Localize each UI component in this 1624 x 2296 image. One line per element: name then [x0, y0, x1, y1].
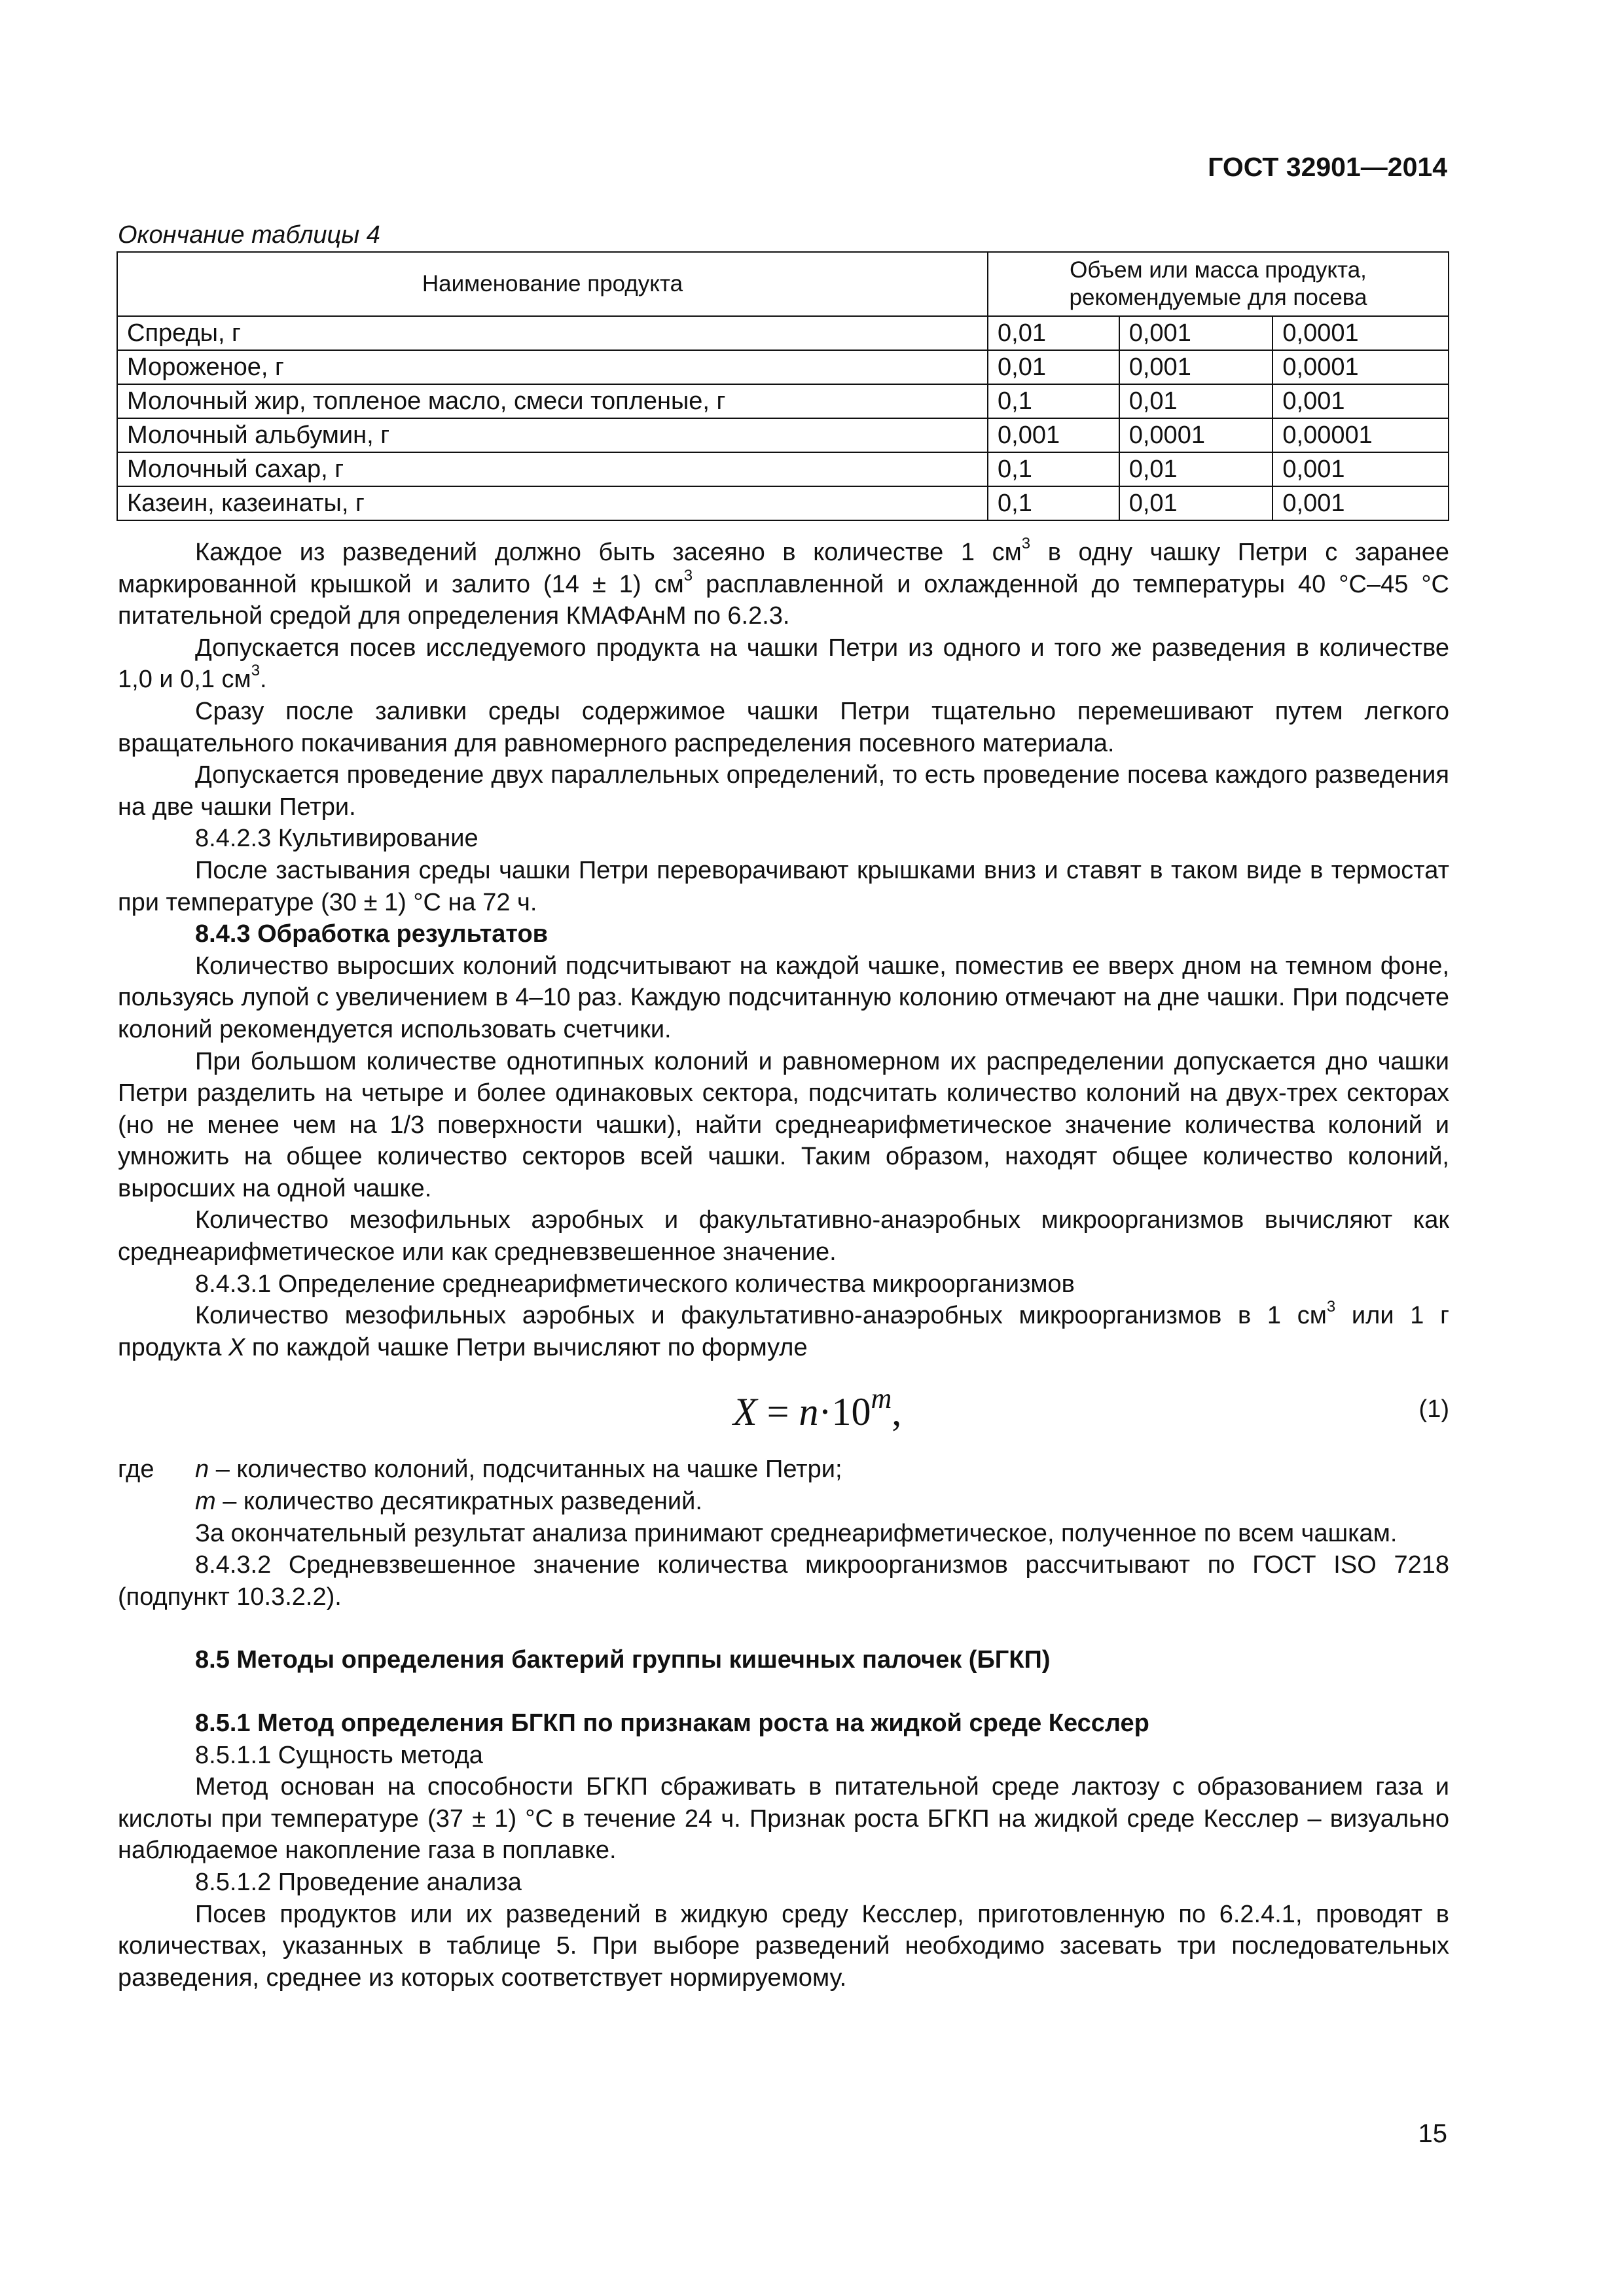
volume-cell: 0,001	[988, 418, 1119, 452]
body-text	[118, 537, 1449, 1994]
paragraph: За окончательный результат анализа принимают среднеарифметическое, полученное по всем чашкам.	[195, 1519, 1398, 1547]
paragraph: Количество выросших колоний подсчитывают на каждой чашке, поместив ее вверх дном на темном фоне, пользуясь лупой с увеличением в 4–10 раз. Каждую подсчитанную колонию отмечают на дне чашки. При подсчете колоний рекомендуется использовать счетчики.	[118, 952, 1449, 1043]
volume-cell: 0,001	[1119, 316, 1273, 350]
formula-number: (1)	[1418, 1395, 1449, 1424]
product-name-cell: Казеин, казеинаты, г	[117, 486, 988, 520]
page-number: 15	[1418, 2119, 1447, 2148]
section-heading-8-5-1: 8.5.1 Метод определения БГКП по признакам роста на жидкой среде Кесслер	[195, 1710, 1149, 1737]
volume-cell: 0,1	[988, 384, 1119, 418]
volume-cell: 0,01	[1119, 486, 1273, 520]
volume-cell: 0,1	[988, 452, 1119, 486]
product-volume-table	[117, 251, 1449, 521]
product-name-cell: Спреды, г	[117, 316, 988, 350]
paragraph: Сразу после заливки среды содержимое чашки Петри тщательно перемешивают путем легкого вращательного покачивания для равномерного распределения посевного материала.	[118, 697, 1449, 757]
subsection-title: 8.4.3.1 Определение среднеарифметического количества микроорганизмов	[195, 1270, 1075, 1298]
table-row	[117, 384, 1449, 418]
formula-block	[118, 1363, 1449, 1454]
volume-cell: 0,0001	[1272, 316, 1449, 350]
volume-cell: 0,00001	[1272, 418, 1449, 452]
product-name-cell: Мороженое, г	[117, 350, 988, 384]
product-name-cell: Молочный сахар, г	[117, 452, 988, 486]
volume-cell: 0,01	[988, 316, 1119, 350]
volume-cell: 0,01	[988, 350, 1119, 384]
col-volume-header: Объем или масса продукта, рекомендуемые для посева	[988, 252, 1449, 316]
paragraph: Количество мезофильных аэробных и факультативно-анаэробных микроорганизмов в 1 $см^3$ или 1 г продукта X по каждой чашке Петри вычисляют по формуле	[118, 1298, 1449, 1361]
table-header-row	[117, 252, 1449, 316]
product-name-cell: Молочный жир, топленое масло, смеси топленые, г	[117, 384, 988, 418]
table-row	[117, 452, 1449, 486]
volume-cell: 0,001	[1119, 350, 1273, 384]
table-row	[117, 486, 1449, 520]
paragraph: Метод основан на способности БГКП сбраживать в питательной среде лактозу с образованием газа и кислоты при температуре (37 ± 1) °С в течение 24 ч. Признак роста БГКП на жидкой среде Кесслер – визуально наблюдаемое накопление газа в поплавке.	[118, 1773, 1449, 1865]
paragraph: Каждое из разведений должно быть засеяно в количестве 1 $см^3$ в одну чашку Петри с заранее маркированной крышкой и залито (14 ± 1) $см^3$ расплавленной и охлажденной до температуры 40 °С–45 °С питательной средой для определения КМАФАнМ по 6.2.3.	[118, 535, 1449, 630]
subsection-title: 8.4.2.3 Культивирование	[195, 825, 478, 853]
table-caption: Окончание таблицы 4	[118, 221, 380, 249]
table-row	[117, 350, 1449, 384]
formula: $X = n\cdot 10^m$,	[733, 1382, 902, 1434]
table-row	[117, 316, 1449, 350]
subsection-title: 8.5.1.2 Проведение анализа	[195, 1868, 522, 1896]
volume-cell: 0,001	[1272, 452, 1449, 486]
volume-cell: 0,0001	[1272, 350, 1449, 384]
paragraph: При большом количестве однотипных колоний и равномерном их распределении допускается дно чашки Петри разделить на четыре и более одинаковых сектора, подсчитать количество колоний на двух-трех секторах (но не менее чем на 1/3 поверхности чашки), найти среднеарифметическое значение количества колоний и умножить на общее количество секторов всей чашки. Таким образом, находят общее количество колоний, выросших на одной чашке.	[118, 1047, 1449, 1202]
paragraph: Допускается проведение двух параллельных определений, то есть проведение посева каждого разведения на две чашки Петри.	[118, 761, 1449, 821]
table-row	[117, 418, 1449, 452]
standard-code: ГОСТ 32901—2014	[1208, 152, 1447, 182]
where-line-n: где n – количество колоний, подсчитанных на чашке Петри;	[118, 1456, 842, 1484]
paragraph: 8.4.3.2 Средневзвешенное значение количества микроорганизмов рассчитывают по ГОСТ ISO 7218 (подпункт 10.3.2.2).	[118, 1551, 1449, 1611]
section-heading-8-4-3: 8.4.3 Обработка результатов	[195, 920, 549, 948]
paragraph: После застывания среды чашки Петри переворачивают крышками вниз и ставят в таком виде в термостат при температуре (30 ± 1) °С на 72 ч.	[118, 856, 1449, 916]
product-name-cell: Молочный альбумин, г	[117, 418, 988, 452]
where-line-m: m – количество десятикратных разведений.	[195, 1488, 702, 1516]
volume-cell: 0,01	[1119, 452, 1273, 486]
col-name-header: Наименование продукта	[117, 252, 988, 316]
table-body	[117, 316, 1449, 520]
subsection-title: 8.5.1.1 Сущность метода	[195, 1741, 483, 1769]
paragraph: Количество мезофильных аэробных и факультативно-анаэробных микроорганизмов вычисляют как среднеарифметическое или как средневзвешенное значение.	[118, 1206, 1449, 1266]
volume-cell: 0,01	[1119, 384, 1273, 418]
volume-cell: 0,001	[1272, 384, 1449, 418]
volume-cell: 0,0001	[1119, 418, 1273, 452]
paragraph: Допускается посев исследуемого продукта на чашки Петри из одного и того же разведения в количестве 1,0 и 0,1 $см^3$.	[118, 634, 1449, 694]
paragraph: Посев продуктов или их разведений в жидкую среду Кесслер, приготовленную по 6.2.4.1, проводят в количествах, указанных в таблице 5. При выборе разведений необходимо засевать три последовательных разведения, среднее из которых соответствует нормируемому.	[118, 1900, 1449, 1992]
section-heading-8-5: 8.5 Методы определения бактерий группы кишечных палочек (БГКП)	[195, 1646, 1051, 1674]
volume-cell: 0,001	[1272, 486, 1449, 520]
volume-cell: 0,1	[988, 486, 1119, 520]
